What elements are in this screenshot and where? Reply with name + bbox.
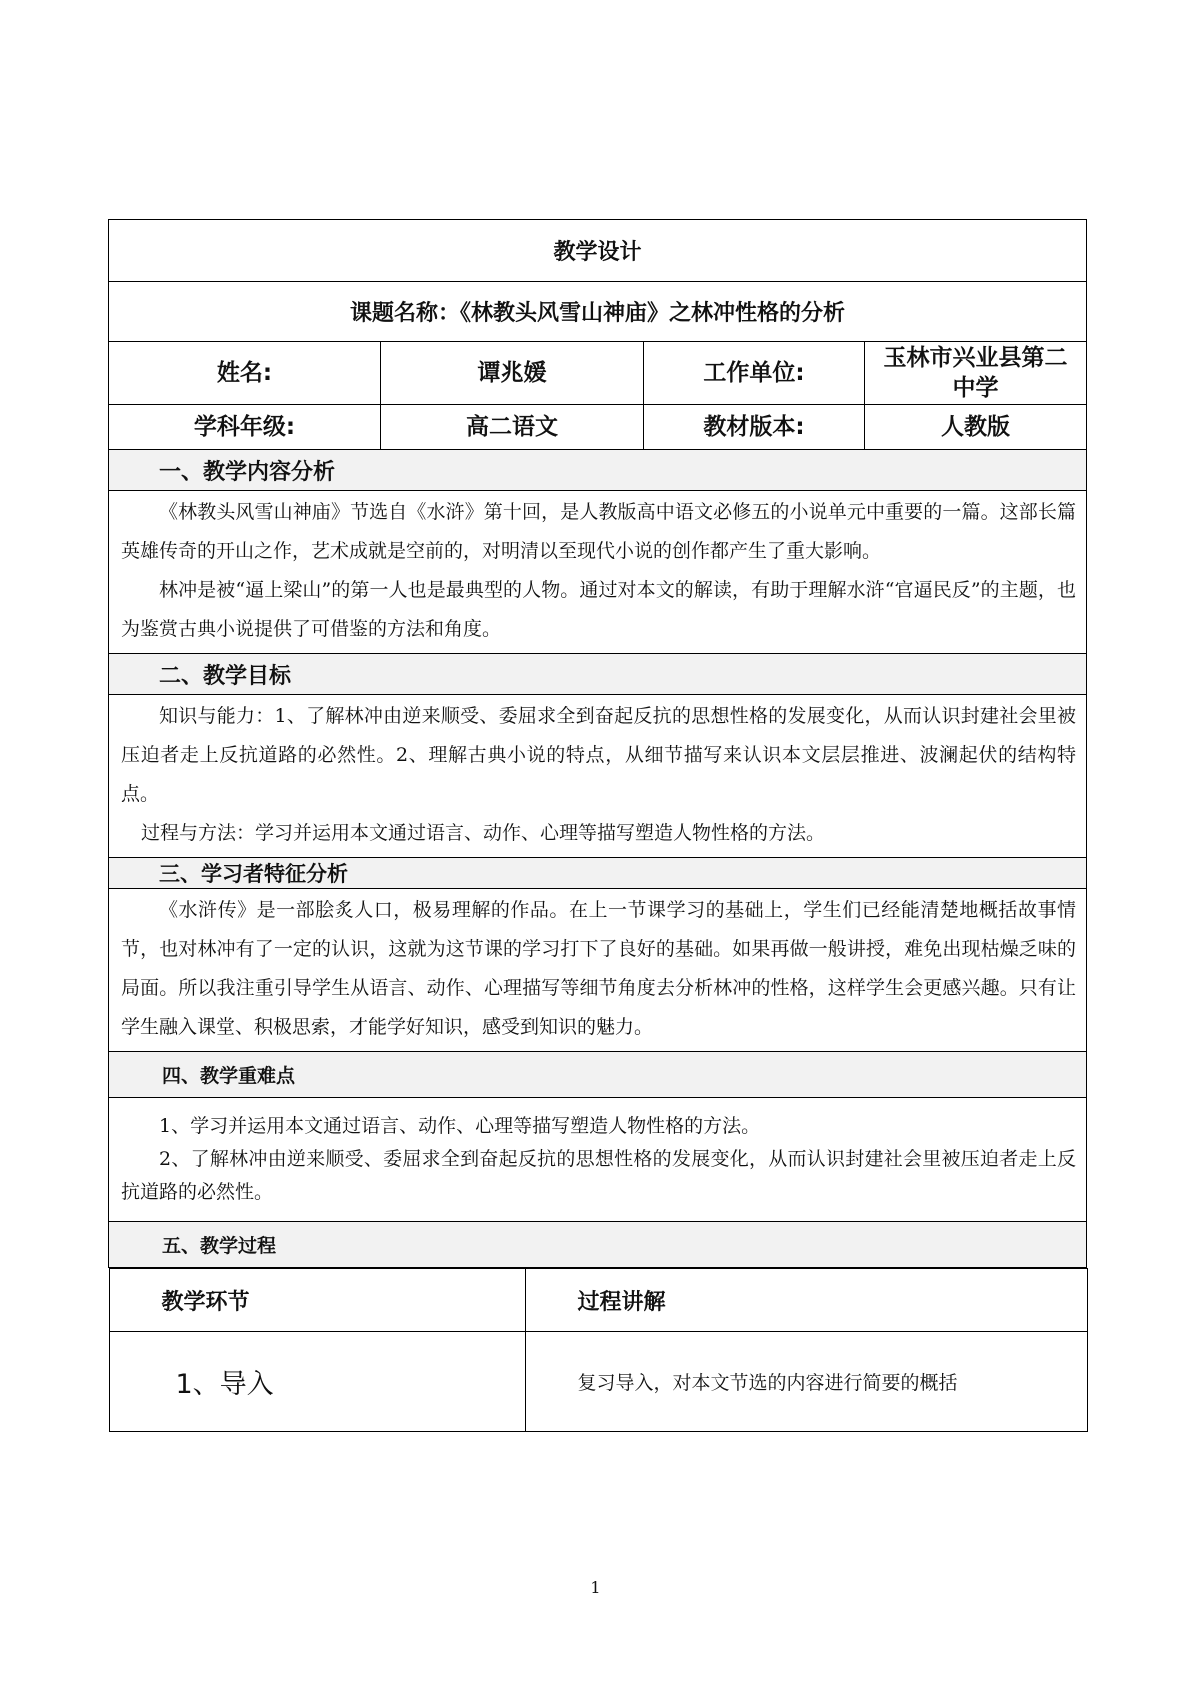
section-body-learners — [109, 889, 1087, 1052]
page-number: 1 — [590, 1578, 601, 1597]
table-row — [109, 1332, 1087, 1432]
edition-value: 人教版 — [865, 405, 1087, 450]
goals-paragraph-1: 知识与能力：1、了解林冲由逆来顺受、委屈求全到奋起反抗的思想性格的发展变化，从而认识封建社会里被压迫者走上反抗道路的必然性。2、理解古典小说的特点，从细节描写来认识本文层层推进、波澜起伏的结构特点。 — [121, 705, 1077, 805]
name-value: 谭兆媛 — [381, 342, 644, 405]
edition-label: 教材版本: — [644, 405, 865, 450]
section-heading-content: 一、教学内容分析 — [109, 450, 1087, 491]
unit-label: 工作单位: — [644, 342, 865, 405]
section-heading-goals: 二、教学目标 — [109, 654, 1087, 695]
section-body-content — [109, 491, 1087, 654]
document-title: 教学设计 — [109, 220, 1087, 282]
keypoints-paragraph-1: 1、学习并运用本文通过语言、动作、心理等描写塑造人物性格的方法。 — [159, 1115, 761, 1137]
keypoints-paragraph-2: 2、了解林冲由逆来顺受、委屈求全到奋起反抗的思想性格的发展变化，从而认识封建社会里被压迫者走上反抗道路的必然性。 — [121, 1148, 1077, 1203]
section-body-goals — [109, 695, 1087, 858]
learners-paragraph-1: 《水浒传》是一部脍炙人口，极易理解的作品。在上一节课学习的基础上，学生们已经能清楚地概括故事情节，也对林冲有了一定的认识，这就为这节课的学习打下了良好的基础。如果再做一般讲授，难免出现枯燥乏味的局面。所以我注重引导学生从语言、动作、心理描写等细节角度去分析林冲的性格，这样学生会更感兴趣。只有让学生融入课堂、积极思索，才能学好知识，感受到知识的魅力。 — [121, 899, 1077, 1038]
goals-paragraph-2: 过程与方法：学习并运用本文通过语言、动作、心理等描写塑造人物性格的方法。 — [141, 822, 826, 844]
lesson-plan-table — [108, 219, 1087, 1432]
section-body-keypoints — [109, 1098, 1087, 1222]
section-heading-process: 五、教学过程 — [109, 1222, 1087, 1268]
process-detail: 复习导入，对本文节选的内容进行简要的概括 — [525, 1332, 1087, 1432]
process-table-wrapper — [109, 1268, 1087, 1433]
section-heading-keypoints: 四、教学重难点 — [109, 1052, 1087, 1098]
content-paragraph-1: 《林教头风雪山神庙》节选自《水浒》第十回，是人教版高中语文必修五的小说单元中重要的一篇。这部长篇英雄传奇的开山之作，艺术成就是空前的，对明清以至现代小说的创作都产生了重大影响。 — [121, 501, 1077, 562]
process-column-detail: 过程讲解 — [525, 1269, 1087, 1332]
process-table — [109, 1268, 1088, 1432]
unit-value: 玉林市兴业县第二中学 — [865, 342, 1087, 405]
process-step: 1、导入 — [109, 1332, 525, 1432]
grade-label: 学科年级: — [109, 405, 381, 450]
section-heading-learners: 三、学习者特征分析 — [109, 858, 1087, 889]
name-label: 姓名: — [109, 342, 381, 405]
content-paragraph-2: 林冲是被“逼上梁山”的第一人也是最典型的人物。通过对本文的解读，有助于理解水浒“官逼民反”的主题，也为鉴赏古典小说提供了可借鉴的方法和角度。 — [121, 579, 1077, 640]
process-column-step: 教学环节 — [109, 1269, 525, 1332]
course-title: 课题名称：《林教头风雪山神庙》之林冲性格的分析 — [109, 282, 1087, 342]
grade-value: 高二语文 — [381, 405, 644, 450]
